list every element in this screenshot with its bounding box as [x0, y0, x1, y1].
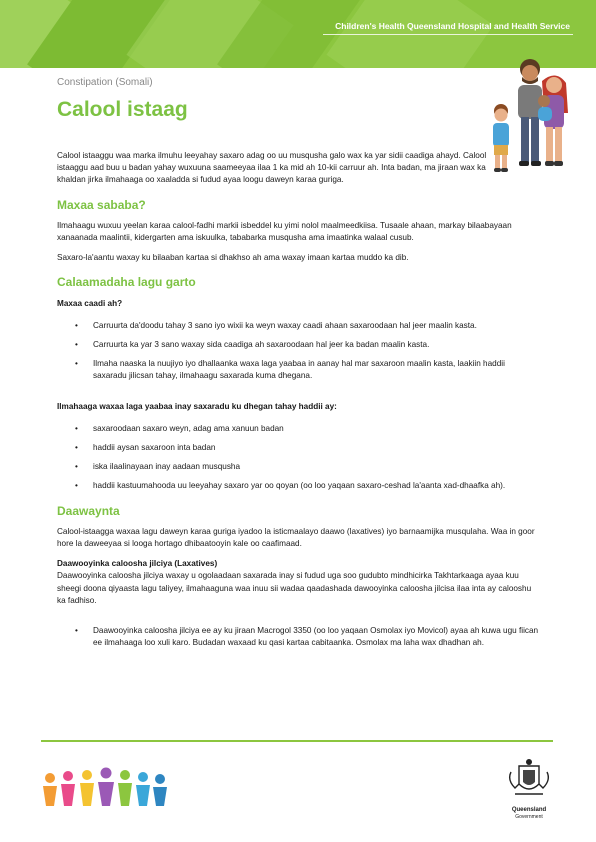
list-item: • haddii kastuumahooda uu leeyahay saxaro yar oo qoyan (oo loo yaqaan saxaro-ceshad la'aanta xad-dhaafka ah).	[57, 480, 539, 492]
section-heading-signs: Calaamadaha lagu garto	[57, 275, 196, 290]
org-name: Children's Health Queensland Hospital and Health Service	[335, 21, 570, 31]
gov-subname: Government	[515, 814, 543, 820]
footer-divider	[41, 740, 553, 742]
list-item: • Daawooyinka caloosha jilciya ee ay ku jiraan Macrogol 3350 (oo loo yaqaan Osmolax iyo Movicol) ayaa ah kuwa ugu fiican ee ilmahaaga loo xuli karo. Budadan waxaad ku qasi kartaa cabitaanka. Osmolax ma laha wax dhadhan ah.	[57, 625, 539, 649]
laxatives-paragraph: Daawooyinka caloosha jilciya waxay u ogolaadaan saxarada inay si fudud uga soo gudubto mindhicirka Takhtarkaaga ayaa kuu sheegi doona qiyaasta lagu taliyey, ilmahaaguna waa inuu sii wadaa qaadashada dawooyinka caloosha jilcisa ilaa inta ay calooshu ka fadhiso.	[57, 571, 532, 605]
section-heading-treatment: Daawaynta	[57, 503, 120, 518]
spacer	[57, 391, 539, 401]
treatment-paragraph: Calool-istaagga waxaa lagu daweyn karaa guriga iyadoo la isticmaalayo daawo (laxatives) iyo barnaamijka musqulaha. Waa in goor hore la daweeyaa si looga hortago dhibaatooyin kale oo caafimaad.	[57, 526, 535, 549]
laxatives-list	[57, 625, 539, 649]
causes-paragraph: Ilmahaagu wuxuu yeelan karaa calool-fadhi markii isbeddel ku yimi nolol maalmeedkiisa. Tusaale ahaan, markay bilaabayaan xanaanada maalintii, kidergarten ama iskuulka, tababarka musqusha ama imaatinka walaal cusub.	[57, 220, 512, 243]
subheading-laxatives: Daawooyinka caloosha jilciya (Laxatives)	[57, 559, 218, 569]
normal-list	[57, 320, 539, 383]
list-item: • Carruurta ka yar 3 sano waxay sida caadiga ah saxaroodaan hal jeer ka badan maalin kasta.	[57, 339, 539, 351]
constipated-list	[57, 423, 539, 493]
banner-divider	[323, 34, 573, 35]
intro-paragraph: Calool istaaggu waa marka ilmuhu leeyahay saxaro adag oo uu musqusha galo wax ka yar sidii caadiga ahayd. Calool istaaggu aad buu u badan yahay wuxuuna saameeyaa ilaa 1 ka mid ah 10-kii carruur ah. Inta badan, ma jiraan wax ka khaldan jirka ilmahaaga oo xaaladda si fudud ayaa loogu daweyn karaa guriga.	[57, 151, 487, 185]
gov-name: Queensland	[511, 807, 547, 813]
causes-paragraph: Saxaro-la'aantu waxay ku bilaaban kartaa si dhakhso ah ama waxay imaan kartaa muddo ka dib.	[57, 253, 409, 263]
subheading-normal: Maxaa caadi ah?	[57, 298, 123, 308]
list-item: • Carruurta da'doodu tahay 3 sano iyo wixii ka weyn waxay caadi ahaan saxaroodaan hal jeer maalin kasta.	[57, 320, 539, 332]
subheading-constipated: Ilmahaaga waxaa laga yaabaa inay saxaradu ku dhegan tahay haddii ay:	[57, 401, 337, 411]
list-item: • iska ilaalinayaan inay aadaan musqusha	[57, 461, 539, 473]
crest-icon	[505, 758, 553, 802]
queensland-government-logo	[505, 758, 553, 824]
list-item: • haddii aysan saxaroon inta badan	[57, 442, 539, 454]
children-chain-logo	[40, 766, 170, 810]
spacer	[57, 310, 539, 320]
document-body	[57, 150, 539, 657]
spacer	[57, 413, 539, 423]
spacer	[57, 615, 539, 625]
section-heading-causes: Maxaa sababa?	[57, 197, 146, 212]
document-subtitle: Constipation (Somali)	[57, 77, 153, 88]
list-item: • Ilmaha naaska la nuujiyo iyo dhallaanka waxa laga yaabaa in aanay hal mar saxaroon maalin kasta, laakiin haddii saxaradu jilicsan tahay, ilmahaagu saxarada kuma dhegana.	[57, 358, 539, 382]
list-item: • saxaroodaan saxaro weyn, adag ama xanuun badan	[57, 423, 539, 435]
page-title: Calool istaag	[57, 98, 188, 121]
